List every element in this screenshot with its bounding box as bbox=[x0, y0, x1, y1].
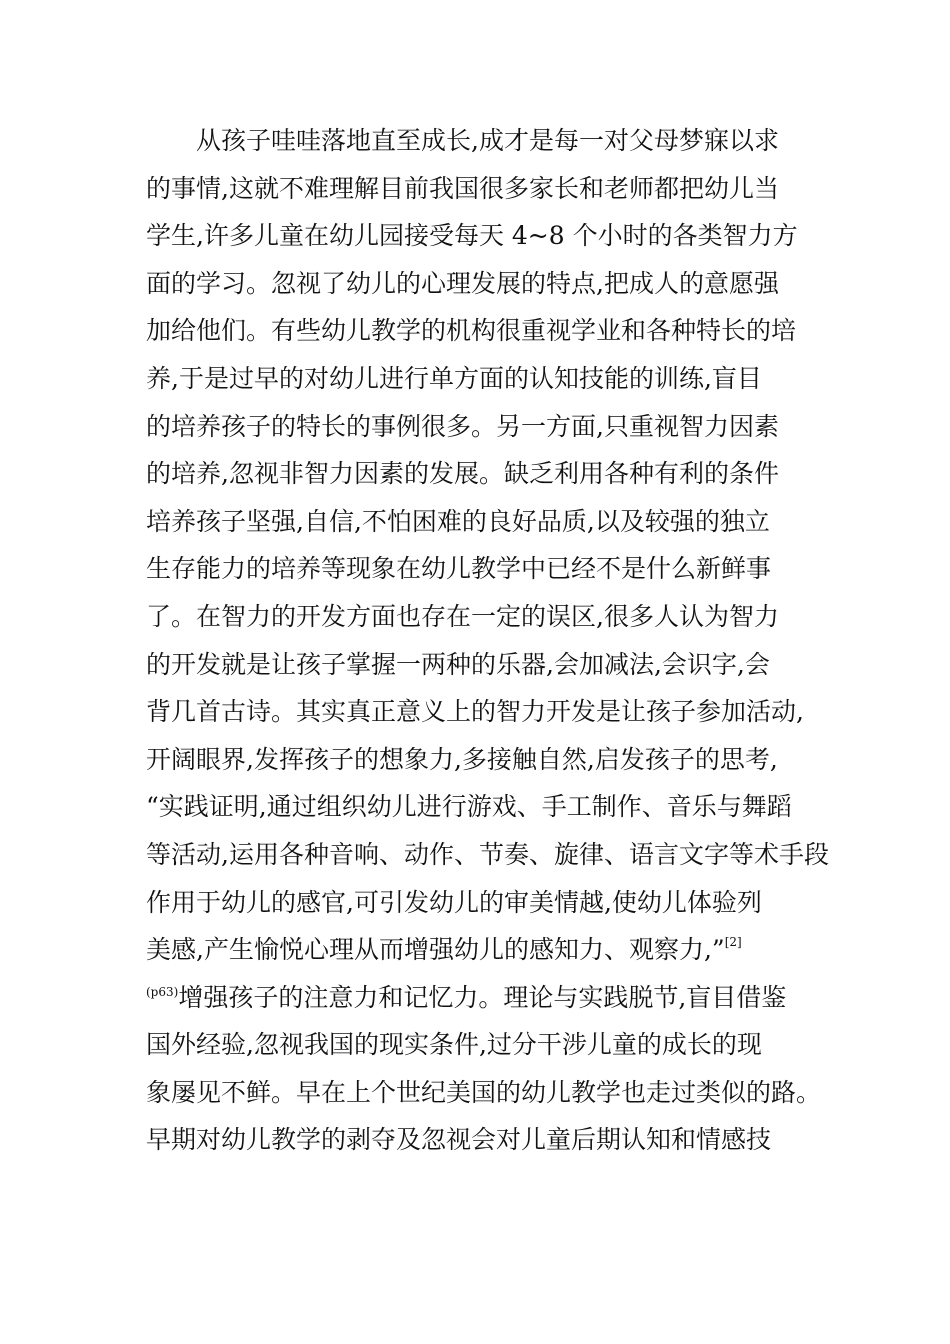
text-line: 面的学习。忽视了幼儿的心理发展的特点,把成人的意愿强 bbox=[146, 268, 779, 298]
text-line: 的事情,这就不难理解目前我国很多家长和老师都把幼儿当 bbox=[146, 173, 779, 203]
text-line: 背几首古诗。其实真正意义上的智力开发是让孩子参加活动, bbox=[146, 697, 804, 727]
text-line: 的开发就是让孩子掌握一两种的乐器,会加减法,会识字,会 bbox=[146, 649, 770, 679]
text-line: 早期对幼儿教学的剥夺及忽视会对儿童后期认知和情感技 bbox=[146, 1125, 772, 1155]
citation-marker: [2] bbox=[724, 935, 742, 950]
text-line: 国外经验,忽视我国的现实条件,过分干涉儿童的成长的现 bbox=[146, 1030, 762, 1060]
text-segment: 美感,产生愉悦心理从而增强幼儿的感知力、观察力,” bbox=[146, 935, 725, 965]
text-line: 养,于是过早的对幼儿进行单方面的认知技能的训练,盲目 bbox=[146, 363, 762, 393]
text-line-with-citation bbox=[146, 926, 816, 974]
text-line: 从孩子哇哇落地直至成长,成才是每一对父母梦寐以求 bbox=[196, 126, 779, 155]
text-line: 开阔眼界,发挥孩子的想象力,多接触自然,启发孩子的思考, bbox=[146, 744, 778, 774]
text-line: 的培养孩子的特长的事例很多。另一方面,只重视智力因素 bbox=[146, 411, 779, 441]
text-line-with-citation bbox=[146, 974, 816, 1022]
text-line: 了。在智力的开发方面也存在一定的误区,很多人认为智力 bbox=[146, 601, 779, 631]
text-line: 的培养,忽视非智力因素的发展。缺乏利用各种有利的条件 bbox=[146, 459, 779, 489]
text-segment: 增强孩子的注意力和记忆力。理论与实践脱节,盲目借鉴 bbox=[178, 982, 787, 1012]
text-line: 培养孩子坚强,自信,不怕困难的良好品质,以及较强的独立 bbox=[146, 506, 770, 536]
body-paragraph bbox=[146, 117, 829, 1164]
text-line: “实践证明,通过组织幼儿进行游戏、手工制作、音乐与舞蹈 bbox=[146, 792, 792, 822]
citation-page-marker: (p63) bbox=[146, 984, 179, 999]
text-line: 学生,许多儿童在幼儿园接受每天 4~8 个小时的各类智力方 bbox=[146, 221, 798, 251]
text-line: 作用于幼儿的感官,可引发幼儿的审美情越,使幼儿体验列 bbox=[146, 887, 762, 917]
text-line: 象屡见不鲜。早在上个世纪美国的幼儿教学也走过类似的路。 bbox=[146, 1077, 822, 1107]
text-line: 加给他们。有些幼儿教学的机构很重视学业和各种特长的培 bbox=[146, 316, 797, 346]
text-line: 生存能力的培养等现象在幼儿教学中已经不是什么新鲜事 bbox=[146, 554, 772, 584]
text-line: 等活动,运用各种音响、动作、节奏、旋律、语言文字等术手段 bbox=[146, 839, 829, 869]
